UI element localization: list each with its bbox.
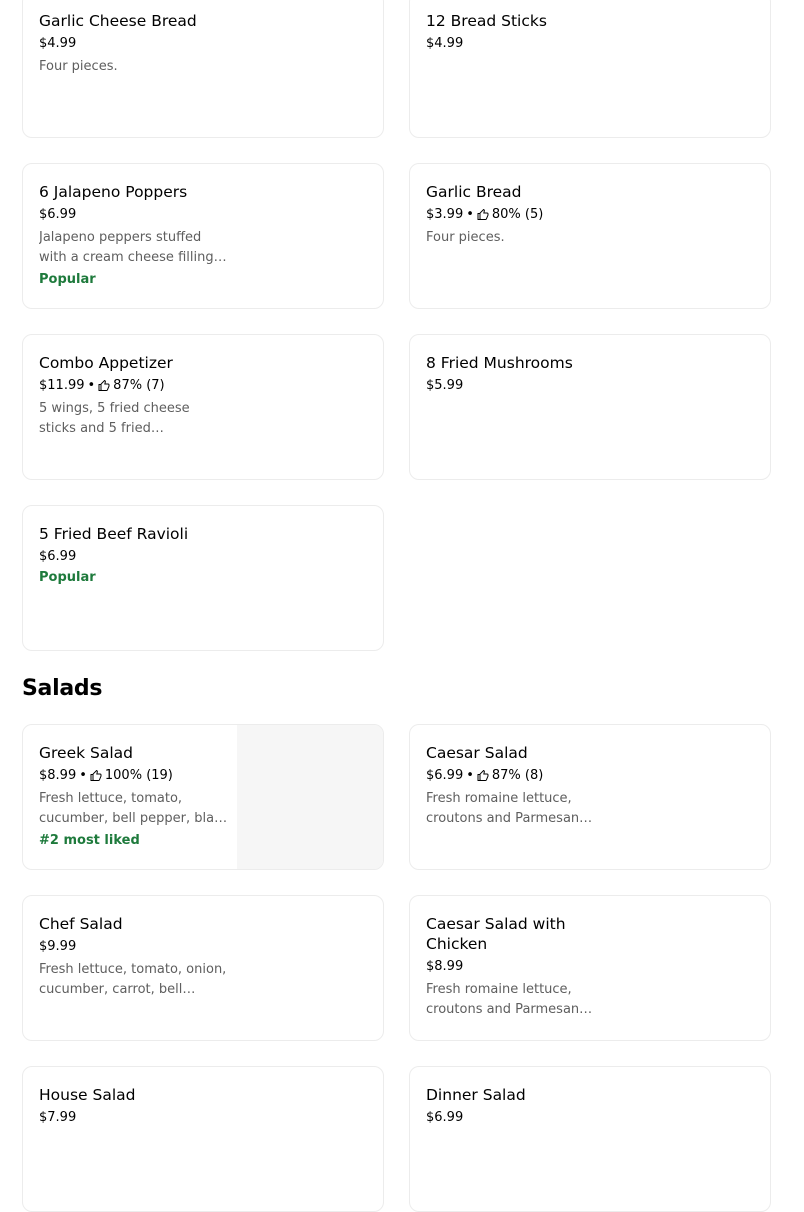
item-image-placeholder: [237, 725, 383, 869]
thumbs-up-icon: [477, 770, 489, 782]
item-meta: [426, 767, 616, 785]
menu-item-content: [426, 11, 616, 53]
menu-item-content: [39, 1085, 229, 1127]
separator-dot: •: [466, 768, 474, 783]
item-meta: [426, 206, 616, 224]
item-title: Greek Salad: [39, 744, 133, 762]
item-price: $6.99: [39, 207, 77, 222]
item-rating: 100% (19): [104, 768, 173, 783]
item-title: Chef Salad: [39, 915, 123, 933]
section-heading-salads: Salads: [22, 676, 103, 701]
item-title: 8 Fried Mushrooms: [426, 354, 573, 372]
item-price: $11.99: [39, 378, 85, 393]
item-description: Fresh romaine lettuce, croutons and Parmesan: [426, 982, 580, 1017]
item-title: 12 Bread Sticks: [426, 12, 547, 30]
item-description: 5 wings, 5 fried cheese sticks and 5 fried: [39, 401, 190, 436]
item-meta: [39, 767, 229, 785]
item-price: $5.99: [426, 378, 464, 393]
menu-item-card[interactable]: [409, 724, 771, 870]
item-title: Dinner Salad: [426, 1086, 526, 1104]
separator-dot: •: [79, 768, 87, 783]
popular-badge: Popular: [39, 570, 96, 585]
thumbs-up-icon: [98, 380, 110, 392]
item-title: Caesar Salad: [426, 744, 528, 762]
menu-item-content: [426, 353, 616, 395]
menu-item-card[interactable]: [409, 0, 771, 138]
menu-item-card[interactable]: [22, 334, 384, 480]
item-meta: [426, 958, 616, 976]
item-rating: 80% (5): [491, 207, 544, 222]
item-description: Fresh lettuce, tomato, cucumber, bell pepper, black: [39, 791, 229, 826]
separator-dot: •: [466, 207, 474, 222]
item-title: Caesar Salad with Chicken: [426, 915, 566, 953]
item-meta: [39, 206, 229, 224]
menu-item-card[interactable]: [22, 163, 384, 309]
item-description: Jalapeno peppers stuffed with a cream cheese filling,: [39, 230, 218, 265]
item-meta: [39, 1109, 229, 1127]
menu-item-card[interactable]: [409, 163, 771, 309]
menu-item-card[interactable]: [22, 505, 384, 651]
item-rating: 87% (7): [113, 378, 165, 393]
item-meta: [39, 377, 229, 395]
menu-item-card[interactable]: [22, 724, 384, 870]
menu-item-content: [39, 914, 229, 1000]
item-rating: 87% (8): [491, 768, 544, 783]
menu-item-card[interactable]: [409, 895, 771, 1041]
item-description: Four pieces.: [426, 230, 505, 245]
menu-item-content: [426, 743, 616, 829]
salads-grid: [22, 724, 771, 1212]
item-meta: [39, 35, 229, 53]
item-price: $9.99: [39, 939, 77, 954]
item-meta: [39, 548, 229, 566]
item-title: 5 Fried Beef Ravioli: [39, 525, 189, 543]
menu-item-content: [39, 11, 229, 77]
item-price: $3.99: [426, 207, 464, 222]
item-description: Fresh lettuce, tomato, onion, cucumber, carrot, bell: [39, 962, 227, 997]
item-title: Combo Appetizer: [39, 354, 173, 372]
item-title: 6 Jalapeno Poppers: [39, 183, 188, 201]
menu-item-content: [426, 914, 616, 1020]
menu-item-content: [39, 524, 229, 587]
menu-item-card[interactable]: [409, 334, 771, 480]
most-liked-badge: #2 most liked: [39, 833, 140, 848]
item-price: $6.99: [426, 768, 464, 783]
popular-badge: Popular: [39, 272, 96, 287]
item-price: $4.99: [426, 36, 464, 51]
item-meta: [39, 938, 229, 956]
menu-item-content: [39, 353, 229, 439]
item-meta: [426, 1109, 616, 1127]
separator-dot: •: [87, 378, 96, 393]
item-meta: [426, 35, 616, 53]
menu-item-content: [39, 743, 229, 850]
menu-item-content: [426, 1085, 616, 1127]
appetizers-grid: [22, 0, 771, 651]
menu-item-card[interactable]: [22, 895, 384, 1041]
thumbs-up-icon: [477, 209, 489, 221]
item-price: $7.99: [39, 1110, 77, 1125]
item-price: $8.99: [426, 959, 464, 974]
item-description: Four pieces.: [39, 59, 118, 74]
menu-item-card[interactable]: [22, 1066, 384, 1212]
menu-item-content: [426, 182, 616, 248]
item-price: $6.99: [39, 549, 77, 564]
item-price: $4.99: [39, 36, 77, 51]
item-title: Garlic Cheese Bread: [39, 12, 197, 30]
item-price: $8.99: [39, 768, 77, 783]
item-title: House Salad: [39, 1086, 136, 1104]
item-description: Fresh romaine lettuce, croutons and Parmesan: [426, 791, 580, 826]
thumbs-up-icon: [90, 770, 102, 782]
menu-item-content: [39, 182, 229, 289]
menu-item-card[interactable]: [22, 0, 384, 138]
item-price: $6.99: [426, 1110, 464, 1125]
menu-item-card[interactable]: [409, 1066, 771, 1212]
item-title: Garlic Bread: [426, 183, 522, 201]
item-meta: [426, 377, 616, 395]
